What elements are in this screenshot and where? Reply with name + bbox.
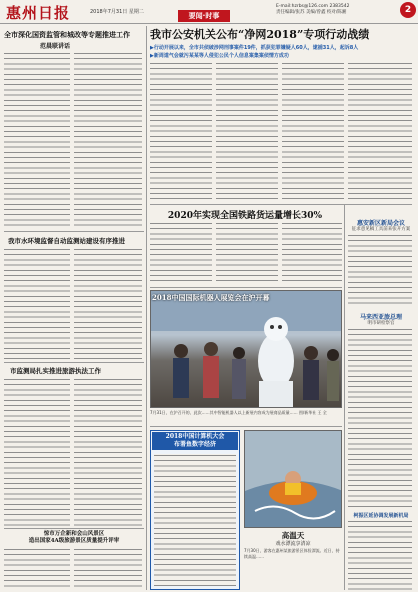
rail-subhead-1: 征求意见稿工具前来张开方案 [351, 227, 411, 232]
rail-divider [344, 205, 345, 590]
rafting-photo [244, 430, 342, 528]
main-body-b [216, 62, 278, 200]
photo-banner: 2018中国国际机器人展览会在沪开幕 [152, 293, 270, 302]
rail-headline-3: 柯振区延协调发展新机局 [353, 513, 409, 519]
rafting-headline: 高温天 [281, 531, 305, 540]
main-body-d [348, 62, 412, 200]
column-divider [146, 26, 147, 590]
newspaper-logo: 惠州日报 [6, 4, 71, 22]
divider [4, 362, 144, 363]
article-body-3a [4, 378, 70, 526]
photo-caption [150, 410, 342, 416]
divider [4, 528, 144, 529]
photo-scene [151, 291, 342, 408]
article-body-4b [74, 548, 142, 590]
main-body-a [150, 62, 212, 200]
divider [150, 204, 412, 205]
page-number: 2 [400, 2, 416, 18]
rail-article-body-c [282, 222, 342, 284]
divider [150, 287, 342, 288]
feature-box-body [154, 454, 236, 586]
rail-body-3 [348, 520, 412, 590]
article-body-4a [4, 548, 70, 590]
rail-headline-1: 惠安新区新局会议 [356, 220, 405, 227]
article-body-2b [74, 248, 142, 360]
article-headline-3: 市监测局扎实推进旅游执法工作 [10, 367, 101, 375]
article-subhead-1: 范晨联讲话 [40, 43, 71, 50]
section-label: 要闻·时事 [178, 10, 230, 22]
article-headline-2: 我市水环境监督自动监测站建设有序推进 [8, 237, 125, 245]
editor-line: 责任编辑/张苏 美编/曾鑫 校对/陈湘 [276, 10, 347, 15]
rail-headline-2: 马来西亚旅总理 [359, 314, 402, 321]
rail-article-headline: 2020年实现全国铁路货运量增长30% [167, 211, 323, 221]
article-body-1b [74, 52, 142, 228]
main-subheadline-2: ▶新周道气会就污某某等人侵犯公民个人信息案集案侦情方成功 [150, 53, 289, 59]
main-subheadline-1: ▶行动开展以来，全市共侦破涉网刑事案件19件，抓获犯罪嫌疑人60人，逮捕31人，起诉8人 [150, 45, 359, 51]
rail-article-body-b [216, 222, 278, 284]
article-body-1a [4, 52, 70, 228]
article-body-3b [74, 378, 142, 526]
rail-subhead-2: 明市研检察官 [367, 321, 395, 326]
rail-body-1 [348, 234, 412, 308]
feature-box-title: 2018中国计算机大会 布署鱼数字经济 [165, 433, 225, 448]
photo-caption-text: 7月31日，在沪召开的、此次……其中智能机器人以上新展内容成为展商品质量…… [150, 410, 298, 415]
article-headline-1: 全市深化国资监管和城改等专题推进工作 [4, 30, 130, 39]
contact-email: E-mail:hzrbs@126.com 2383542 [276, 4, 350, 9]
main-body-c [282, 62, 344, 200]
robot-expo-photo [150, 290, 342, 408]
divider [4, 231, 144, 232]
article-body-2a [4, 248, 70, 360]
photo-credit: 图/新华社 王 全 [298, 410, 327, 415]
rail-article-body-a [150, 222, 212, 284]
dateline: 2018年7月31日 星期二 [90, 9, 144, 15]
contact-info [276, 4, 396, 16]
rafting-scene [245, 431, 342, 528]
divider [150, 426, 342, 427]
rafting-caption: 7月30日，游客在惠州某旅游景区体验漂流。近日，持续高温…… [244, 548, 340, 559]
rail-body-2 [348, 328, 412, 508]
article-headline-4: 惊市万企新和会山风景区 造出国家4A级旅游景区质量提升评审 [28, 531, 120, 544]
rafting-subhead: 戏水漂流享清凉 [275, 541, 311, 547]
main-headline: 我市公安机关公布“净网2018”专项行动战绩 [150, 28, 370, 41]
